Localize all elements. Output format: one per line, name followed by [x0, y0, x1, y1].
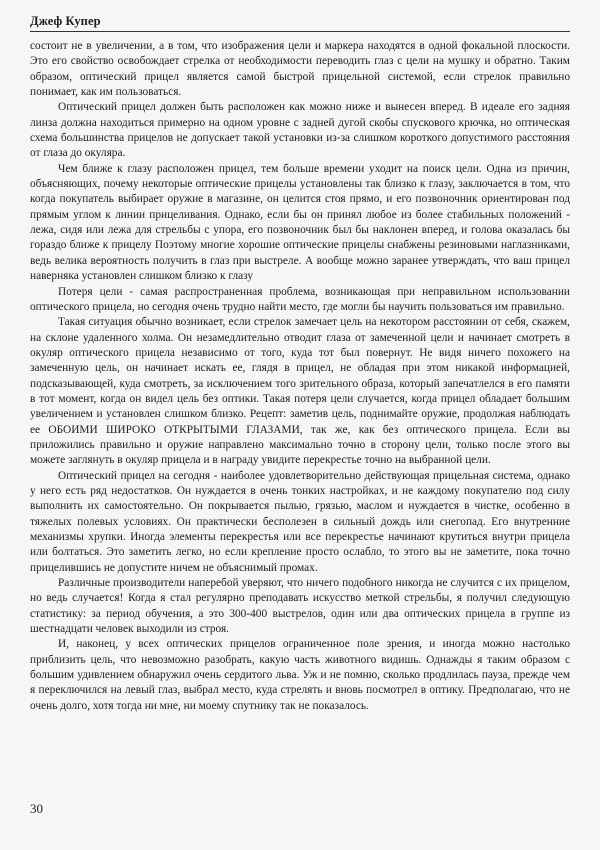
- paragraph-2: Оптический прицел должен быть расположен как можно ниже и вынесен вперед. В идеале его задняя линза должна находиться примерно на одном уровне с задней дугой скобы спускового крючка, но оптическая схема большинства прицелов не допускает такой установки из-за слишком короткого допустимого расстояния от глаза до окуляра.: [30, 101, 570, 160]
- paragraph-3: Чем ближе к глазу расположен прицел, тем больше времени уходит на поиск цели. Одна из причин, объясняющих, почему некоторые оптические прицелы установлены так близко к глазу, заключается в том, что когда покупатель выбирает оружие в магазине, он целится стоя прямо, и его позвоночник ориентирован под прямым углом к линии прицеливания. Однако, если бы он принял любое из более стабильных положений - лежа, сидя или лежа для стрельбы с упора, его позвоночник был бы наклонен вперед, и голова оказалась бы гораздо ближе к прицелу Поэтому многие хорошие оптические прицелы снабжены резиновыми наглазниками, ведь велика вероятность получить в глаз при выстреле. А вообще можно заранее утверждать, что ваш прицел наверняка установлен слишком близко к глазу: [30, 162, 570, 283]
- running-header-author: Джеф Купер: [30, 14, 101, 28]
- body-text: [30, 39, 570, 714]
- page-number: 30: [30, 801, 43, 816]
- paragraph-4: Потеря цели - самая распространенная проблема, возникающая при неправильном использовании оптического прицела, но сегодня очень трудно найти место, где могли бы научить пользоваться им правильно.: [30, 285, 570, 313]
- paragraph-5: Такая ситуация обычно возникает, если стрелок замечает цель на некотором расстоянии от себя, скажем, на склоне удаленного холма. Он незамедлительно отводит глаза от замеченной цели и начинает смотреть в окуляр оптического прицела независимо от того, куда тот был повернут. Не видя ничего похожего на замеченную цель, он начинает искать ее, глядя в прицел, не обладая при этом никакой информацией, подсказывающей, куда смотреть, за исключением того зрительного образа, который запечатлелся в его памяти в тот момент, когда он видел цель без оптики. Такая потеря цели случается, когда прицел обладает большим увеличением и установлен слишком близко. Рецепт: заметив цель, поднимайте оружие, продолжая наблюдать ее ОБОИМИ ШИРОКО ОТКРЫТЫМИ ГЛАЗАМИ, так же, как без оптического прицела. Если вы приложились правильно и оружие направлено максимально точно в сторону цели, только после этого вы можете заглянуть в окуляр прицела и в награду увидите перекрестье точно на выбранной цели.: [30, 316, 570, 467]
- paragraph-8: И, наконец, у всех оптических прицелов ограниченное поле зрения, и иногда можно настолько приблизить цель, что невозможно разобрать, какую часть животного видишь. Однажды я таким образом с большим удивлением обнаружил очень сердитого льва. Уж и не помню, сколько продлилась пауза, прежде чем я переключился на левый глаз, выбрал место, куда стрелять и вновь посмотрел в оптику. Предполагаю, что не очень долго, хотя тогда ни мне, ни моему спутнику так не показалось.: [30, 638, 570, 712]
- paragraph-1: состоит не в увеличении, а в том, что изображения цели и маркера находятся в одной фокальной плоскости. Это его свойство освобождает стрелка от необходимости переводить глаз с цели на мушку и обратно. Таким образом, оптический прицел является самой быстрой прицельной системой, если стрелок правильно понимает, как им пользоваться.: [30, 40, 570, 99]
- header-rule: [30, 31, 570, 32]
- paragraph-7: Различные производители наперебой уверяют, что ничего подобного никогда не случится с их прицелом, но ведь случается! Когда я стал регулярно преподавать искусство меткой стрельбы, я получил следующую статистику: за период обучения, а это 300-400 выстрелов, один или два оптических прицела в группе из шестнадцати человек выходили из строя.: [30, 577, 570, 636]
- paragraph-6: Оптический прицел на сегодня - наиболее удовлетворительно действующая прицельная система, однако у него есть ряд недостатков. Он нуждается в очень тонких настройках, и не каждому покупателю под силу выполнить их самостоятельно. Он покрывается пылью, грязью, маслом и нуждается в чистке, особенно в тяжелых полевых условиях. Он практически бесполезен в сильный дождь или снегопад. Его внутренние механизмы хрупки. Иногда элементы перекрестья или все перекрестье начинают крутиться внутри прицела или болтаться. Это заметить легко, но если крепление просто ослабло, то этого вы не заметите, пока точно прицелившись не допустите ничем не объяснимый промах.: [30, 469, 570, 574]
